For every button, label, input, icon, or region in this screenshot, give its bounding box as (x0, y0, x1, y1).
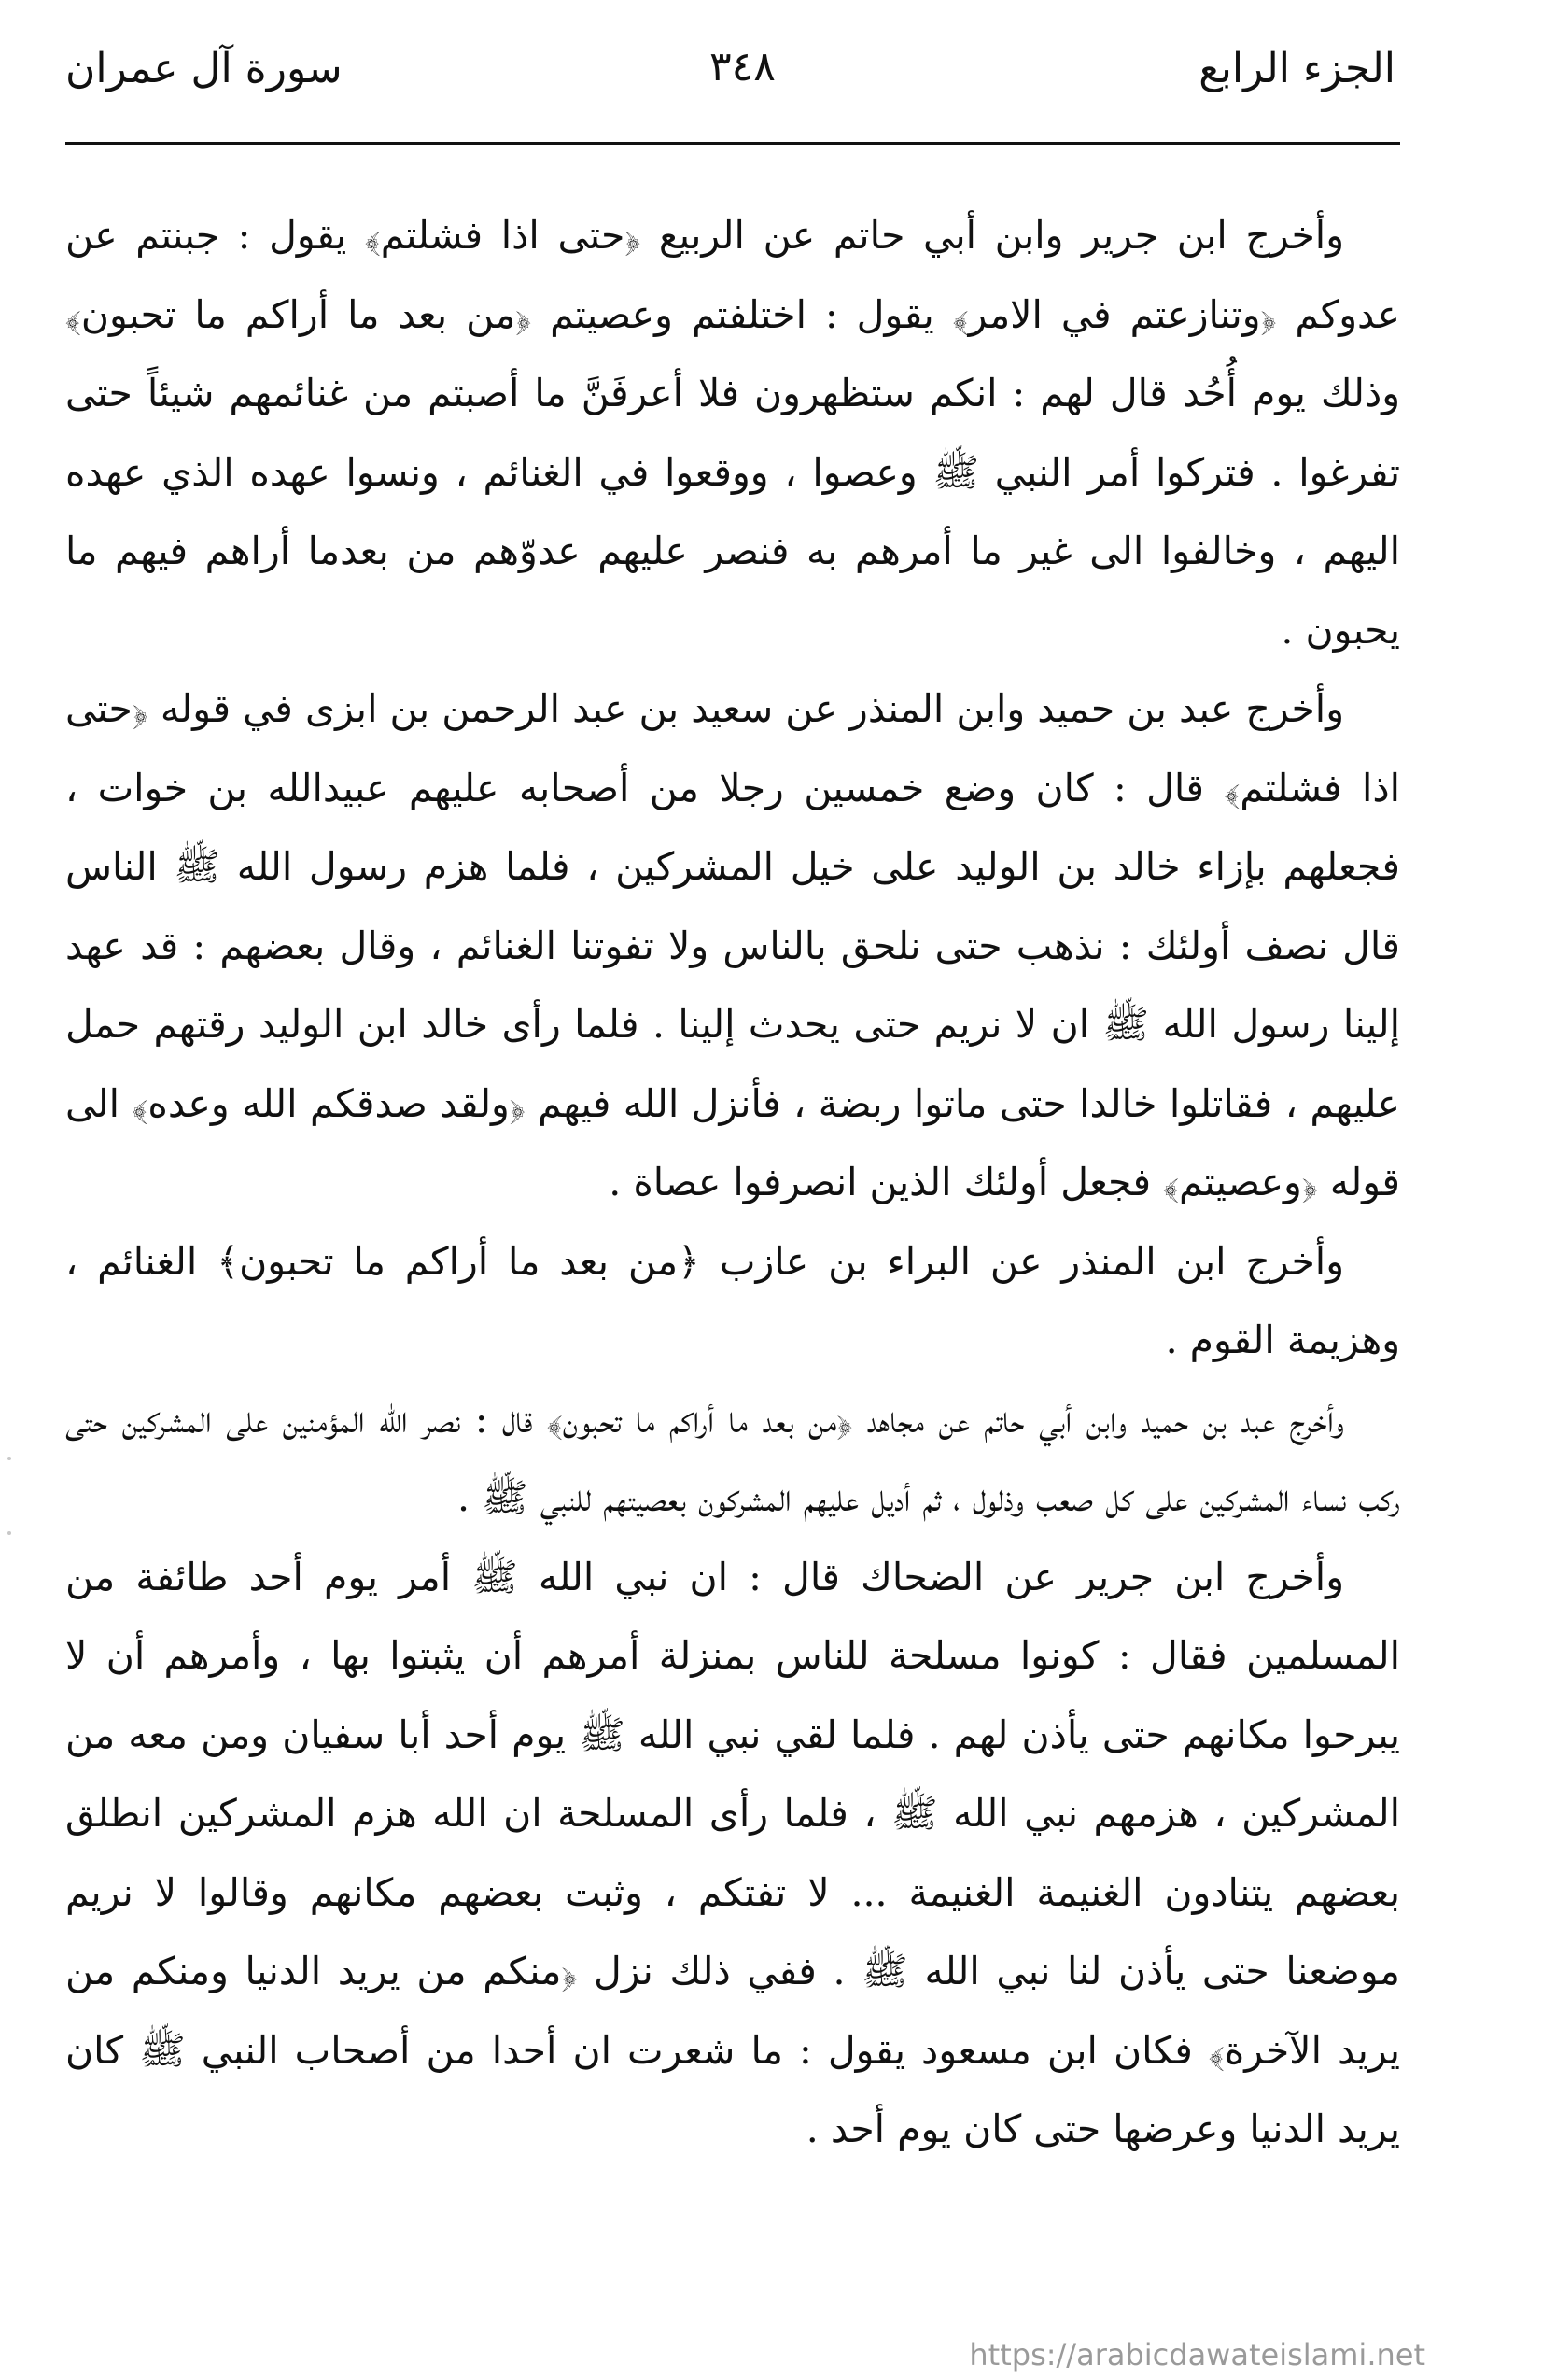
surah-title: سورة آل عمران (65, 45, 343, 92)
paragraph-5: وأخرج ابن جرير عن الضحاك قال : ان نبي الله ﷺ أمر يوم أحد طائفة من المسلمين فقال : كونوا مسلحة للناس بمنزلة أمرهم أن يثبتوا بها ، وأمرهم أن لا يبرحوا مكانهم حتى يأذن لهم . فلما لقي نبي الله ﷺ يوم أحد أبا سفيان ومن معه من المشركين ، هزمهم نبي الله ﷺ ، فلما رأى المسلحة ان الله هزم المشركين انطلق بعضهم يتنادون الغنيمة الغنيمة ... لا تفتكم ، وثبت بعضهم مكانهم وقالوا لا نريم موضعنا حتى يأذن لنا نبي الله ﷺ . ففي ذلك نزل ﴿منكم من يريد الدنيا ومنكم من يريد الآخرة﴾ فكان ابن مسعود يقول : ما شعرت ان أحدا من أصحاب النبي ﷺ كان يريد الدنيا وعرضها حتى كان يوم أحد . (65, 1554, 1400, 2151)
watermark-link[interactable]: https://arabicdawateislami.net (969, 2337, 1425, 2373)
page-number: ٣٤٨ (709, 43, 776, 91)
part-title: الجزء الرابع (1199, 45, 1395, 92)
body-text (65, 196, 1400, 2169)
paragraph-4: وأخرج عبد بن حميد وابن أبي حاتم عن مجاهد ﴿من بعد ما أراكم ما تحبون﴾ قال : نصر الله المؤمنين على المشركين حتى ركب نساء المشركين على كل صعب وذلول ، ثم أديل عليهم المشركون بعصيتهم للنبي ﷺ . (65, 1396, 1400, 1520)
paragraph-1: وأخرج ابن جرير وابن أبي حاتم عن الربيع ﴿حتى اذا فشلتم﴾ يقول : جبنتم عن عدوكم ﴿وتنازعتم في الامر﴾ يقول : اختلفتم وعصيتم ﴿من بعد ما أراكم ما تحبون﴾ وذلك يوم أُحُد قال لهم : انكم ستظهرون فلا أعرفَنَّ ما أصبتم من غنائمهم شيئاً حتى تفرغوا . فتركوا أمر النبي ﷺ وعصوا ، ووقعوا في الغنائم ، ونسوا عهده الذي عهده اليهم ، وخالفوا الى غير ما أمرهم به فنصر عليهم عدوّهم من بعدما أراهم فيهم ما يحبون . (65, 213, 1400, 653)
page-header (65, 35, 1395, 120)
scan-speck (7, 1531, 11, 1535)
paragraph-3: وأخرج ابن المنذر عن البراء بن عازب ﴿من بعد ما أراكم ما تحبون﴾ الغنائم ، وهزيمة القوم . (65, 1238, 1400, 1362)
scan-speck (7, 1457, 11, 1460)
header-divider (65, 142, 1400, 145)
paragraph-2: وأخرج عبد بن حميد وابن المنذر عن سعيد بن عبد الرحمن بن ابزى في قوله ﴿حتى اذا فشلتم﴾ قال : كان وضع خمسين رجلا من أصحابه عليهم عبيدالله بن خوات ، فجعلهم بإزاء خالد بن الوليد على خيل المشركين ، فلما هزم رسول الله ﷺ الناس قال نصف أولئك : نذهب حتى نلحق بالناس ولا تفوتنا الغنائم ، وقال بعضهم : قد عهد إلينا رسول الله ﷺ ان لا نريم حتى يحدث إلينا . فلما رأى خالد ابن الوليد رقتهم حمل عليهم ، فقاتلوا خالدا حتى ماتوا ربضة ، فأنزل الله فيهم ﴿ولقد صدقكم الله وعده﴾ الى قوله ﴿وعصيتم﴾ فجعل أولئك الذين انصرفوا عصاة . (65, 686, 1400, 1204)
